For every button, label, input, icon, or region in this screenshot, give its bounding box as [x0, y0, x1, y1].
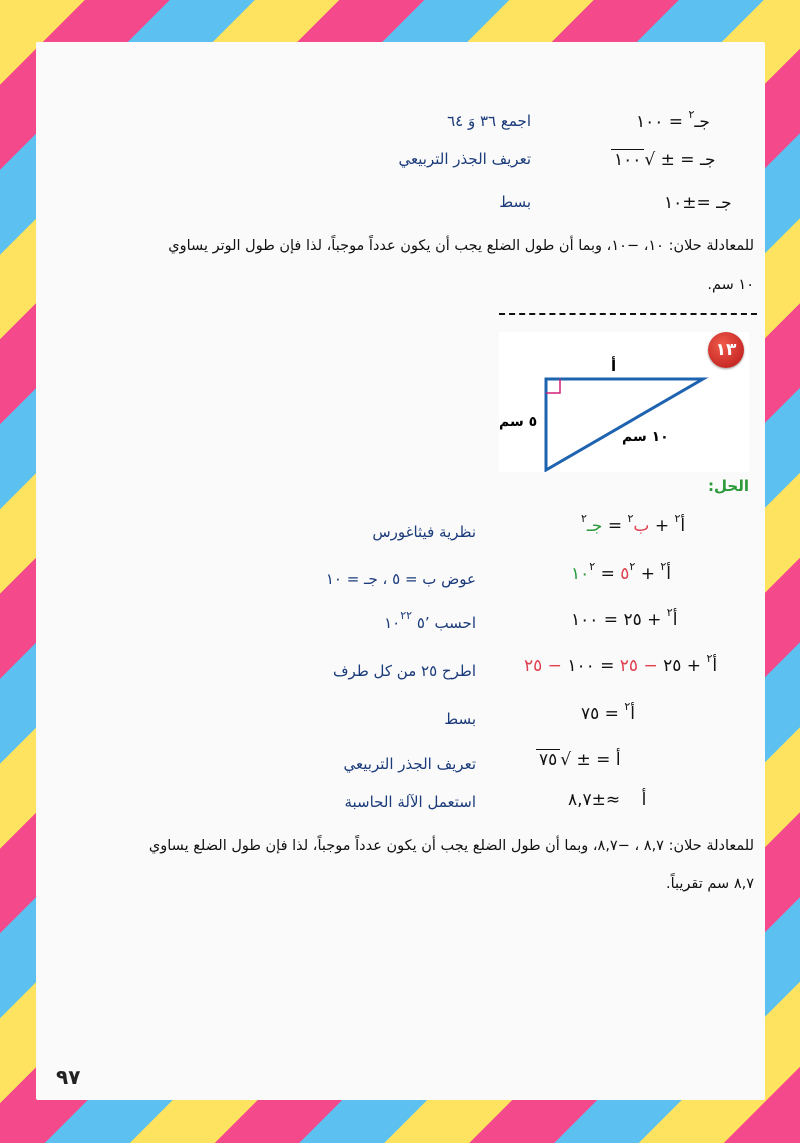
math-step-1 — [581, 512, 686, 536]
math-token: = — [600, 564, 615, 584]
math-step-3 — [571, 606, 678, 630]
equation-row-2 — [611, 150, 715, 170]
math-token: جـ — [586, 516, 603, 536]
paragraph-1-line-2: ١٠ سم. — [707, 277, 754, 293]
dashed-divider — [499, 313, 757, 315]
math-step-4 — [524, 652, 718, 676]
math-token: + — [640, 564, 655, 584]
math-step-7 — [568, 790, 646, 810]
math-token: ٧٥ — [536, 749, 560, 770]
side-label-5cm: ٥ سم — [499, 414, 538, 430]
math-token: ٢ — [629, 560, 636, 573]
math-token: ٢ — [400, 609, 407, 622]
page-sheet — [36, 42, 765, 1100]
step-note-pythagoras: نظرية فيثاغورس — [372, 523, 476, 541]
math-step-6 — [536, 750, 621, 770]
math-token: = ١٠٠ — [567, 656, 615, 676]
step-note-subtract: اطرح ٢٥ من كل طرف — [333, 662, 476, 680]
math-token: = ٧٥ — [581, 704, 619, 724]
math-token: أ — [630, 704, 635, 724]
right-triangle — [546, 379, 703, 470]
math-token: ١٠ — [571, 564, 590, 584]
math-token: ٢ — [624, 700, 631, 713]
math-token: ≈±٨,٧ — [568, 790, 621, 810]
page-number: ٩٧ — [56, 1065, 81, 1089]
paragraph-2-line-2: ٨,٧ سم تقريباً. — [665, 876, 754, 892]
math-token: ب — [633, 516, 650, 536]
right-angle-marker — [546, 379, 560, 393]
math-token: ٢ — [406, 609, 413, 622]
exponent: ٢ — [688, 108, 695, 121]
step-note-compute — [356, 609, 476, 632]
math-symbol: √ — [560, 750, 572, 770]
solution-label: الحل: — [708, 477, 749, 495]
step-note-3: بسط — [499, 193, 531, 211]
step-note-simplify: بسط — [444, 710, 476, 728]
math-token: أ — [615, 750, 621, 770]
step-note-1: اجمع ٣٦ وَ ٦٤ — [447, 112, 531, 130]
math-token: ٢ — [674, 512, 681, 525]
step-note-2: تعريف الجذر التربيعي — [398, 150, 531, 168]
math-token: ٢ — [589, 560, 596, 573]
math-expression: = ١٠٠ — [636, 112, 684, 132]
math-token: ٢ — [660, 560, 667, 573]
side-label-a: أ — [611, 357, 617, 375]
equation-row-1 — [636, 108, 710, 132]
math-token: ٢ — [627, 512, 634, 525]
paragraph-1-line-1: للمعادلة حلان: ١٠، −١٠، وبما أن طول الضلع يجب أن يكون عدداً موجباً، لذا فإن طول الوتر يساوي — [168, 238, 754, 254]
math-token: ٥ — [620, 564, 630, 584]
math-expression: = ± — [660, 150, 695, 170]
math-token: + ٢٥ — [663, 656, 702, 676]
radicand: ١٠٠ — [611, 149, 644, 170]
math-expression: =±١٠ — [664, 193, 711, 213]
math-token: أ — [641, 790, 647, 810]
math-step-5 — [581, 700, 635, 724]
math-token: = ± — [576, 750, 611, 770]
math-symbol: جـ — [699, 150, 716, 170]
math-token: أ — [680, 516, 686, 536]
math-token: + — [654, 516, 670, 536]
hypotenuse-label-10cm: ١٠ سم — [622, 429, 669, 445]
math-token: + ٢٥ = ١٠٠ — [571, 610, 662, 630]
equation-row-3 — [664, 193, 732, 213]
math-token: ٢ — [581, 512, 587, 525]
step-note-calculator: استعمل الآلة الحاسبة — [344, 793, 476, 811]
math-token: = — [607, 516, 623, 536]
math-token: − ٢٥ — [619, 656, 658, 676]
math-token: أ — [712, 656, 718, 676]
math-symbol: جـ — [694, 112, 710, 132]
math-symbol: جـ — [716, 193, 732, 213]
sqrt-sign: √ — [644, 150, 656, 170]
math-token: ٢ — [706, 652, 713, 665]
paragraph-2-line-1: للمعادلة حلان: ٨,٧ ، −٨,٧، وبما أن طول الضلع يجب أن يكون عدداً موجباً، لذا فإن طول الضلع يساوي — [148, 838, 754, 854]
math-token: − ٢٥ — [524, 656, 562, 676]
math-token: احسب ٥٬ ١٠ — [384, 614, 476, 632]
math-token: ٢ — [666, 606, 673, 619]
math-token: أ — [666, 564, 672, 584]
problem-number-badge: ١٣ — [708, 332, 744, 368]
math-token: أ — [672, 610, 678, 630]
step-note-substitute: عوض ب = ٥ ، جـ = ١٠ — [325, 570, 476, 588]
step-note-sqrt: تعريف الجذر التربيعي — [343, 755, 476, 773]
math-step-2 — [571, 560, 672, 584]
